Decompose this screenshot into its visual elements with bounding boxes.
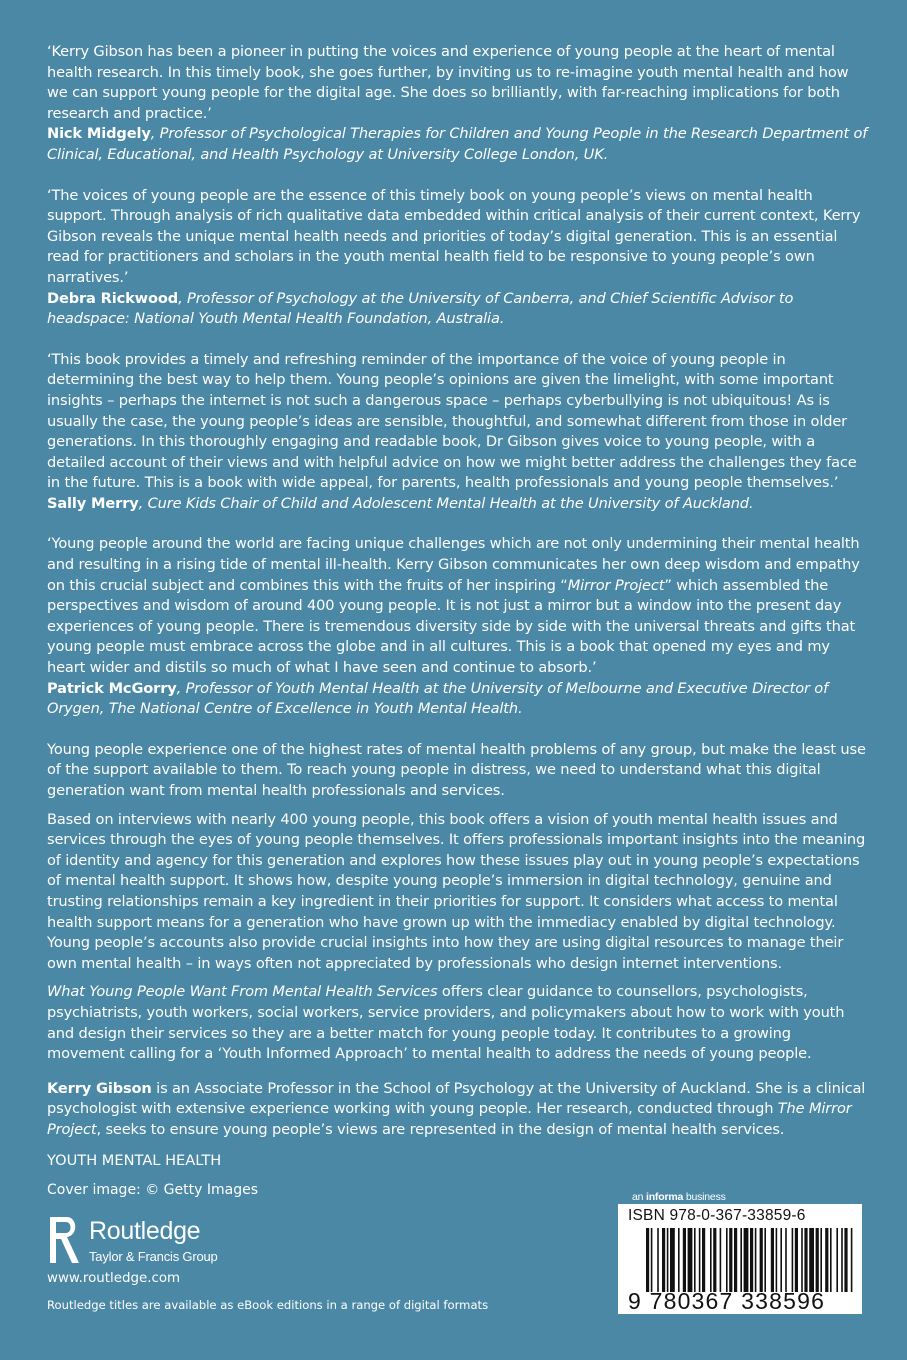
endorser-name: Patrick McGorry <box>47 679 177 697</box>
barcode-digits: 9 780367 338596 <box>628 1288 826 1314</box>
logo-letters: R <box>60 1254 66 1263</box>
endorsement-quote <box>47 534 869 678</box>
barcode-bar <box>646 1228 649 1292</box>
routledge-logo <box>47 1215 247 1267</box>
endorser-title: , Professor of Youth Mental Health at the University of Melbourne and Executive Director of Orygen, The National Centre of Excellence in Youth Mental Health. <box>47 679 829 718</box>
barcode-bar <box>780 1228 782 1292</box>
endorsement-quote: ‘This book provides a timely and refreshing reminder of the importance of the voice of young people in determining the best way to help them. Young people’s opinions are given the limelight, with some important insights – perhaps the internet is not such a dangerous space – perhaps cyberbullying is not ubiquitous! As is usually the case, the young people’s ideas are sensible, thoughtful, and somewhat different from those in older generations. In this thoroughly engaging and readable book, Dr Gibson gives voice to young people, with a detailed account of their views and with helpful advice on how we might better address the challenges they face in the future. This is a book with wide appeal, for parents, health professionals and young people themselves.’ <box>47 350 857 492</box>
endorsement-mcgorry <box>47 534 869 719</box>
description-paragraph-2: Based on interviews with nearly 400 young people, this book offers a vision of youth mental health issues and services through the eyes of young people themselves. It offers professionals important insights into the meaning of identity and agency for this generation and explores how these issues play out in young people’s expectations of mental health support. It shows how, despite young people’s immersion in digital technology, genuine and trusting relationships remain a key ingredient in their priorities for support. It considers what access to mental health support means for a generation who have grown up with the immediacy enabled by digital technology. Young people’s accounts also provide crucial insights into how they are using digital resources to manage their own mental health – in ways often not appreciated by professionals who design internet interventions. <box>47 810 866 972</box>
ebook-note: Routledge titles are available as eBook editions in a range of digital formats <box>47 1298 489 1312</box>
barcode-bar <box>651 1228 653 1292</box>
barcode <box>618 1204 862 1314</box>
endorsement-attribution <box>47 494 869 515</box>
barcode-bar <box>688 1228 693 1292</box>
author-bio <box>47 1079 869 1141</box>
barcode-bar <box>720 1228 722 1292</box>
description-paragraph-1: Young people experience one of the highest rates of mental health problems of any group, but make the least use of the support available to them. To reach young people in distress, we need to understand what this digital generation want from mental health professionals and services. <box>47 740 866 799</box>
barcode-bar <box>809 1228 814 1292</box>
barcode-bar <box>710 1228 712 1292</box>
endorsement-rickwood <box>47 186 869 330</box>
barcode-bar <box>825 1228 828 1292</box>
endorsement-merry <box>47 350 869 515</box>
barcode-bar <box>816 1228 819 1292</box>
publisher-group: Taylor & Francis Group <box>89 1249 218 1264</box>
informa-suffix: business <box>683 1191 726 1203</box>
back-cover-text <box>47 42 869 1149</box>
author-name: Kerry Gibson <box>47 1079 152 1097</box>
barcode-bar <box>744 1228 749 1292</box>
barcode-bar <box>801 1228 803 1292</box>
barcode-bar <box>776 1228 778 1292</box>
endorsement-attribution <box>47 124 869 165</box>
isbn-label: ISBN 978-0-367-33859-6 <box>628 1207 806 1224</box>
barcode-bar <box>755 1228 757 1292</box>
bio-text-b: , seeks to ensure young people’s views are represented in the design of mental health services. <box>96 1120 785 1138</box>
barcode-bar <box>670 1228 675 1292</box>
informa-prefix: an <box>632 1191 646 1203</box>
endorser-name: Sally Merry <box>47 494 139 512</box>
barcode-bar <box>795 1228 798 1292</box>
barcode-bar <box>694 1228 696 1292</box>
quote-text-b: ” which assembled the perspectives and wisdom of around 400 young people. It is not just a mirror but a window into the present day experiences of young people. There is tremendous diversity side by side with the universal threats and gifts that young people must embrace across the globe and in all cultures. This is a book that opened my eyes and my heart wider and distils so much of what I have seen and continue to absorb.’ <box>47 576 856 677</box>
barcode-bar <box>804 1228 807 1292</box>
barcode-bar <box>836 1228 838 1292</box>
barcode-bar <box>750 1228 753 1292</box>
barcode-bar <box>713 1228 716 1292</box>
quote-emphasis: Mirror Project <box>567 576 665 594</box>
book-description <box>47 740 869 1141</box>
barcode-bar <box>792 1228 794 1292</box>
barcode-bar <box>851 1228 853 1292</box>
barcode-bar <box>830 1228 832 1292</box>
barcode-bar <box>726 1228 728 1292</box>
informa-tagline <box>632 1191 726 1203</box>
barcode-bar <box>844 1228 847 1292</box>
barcode-bar <box>729 1228 732 1292</box>
barcode-bar <box>764 1228 766 1292</box>
barcode-bar <box>841 1228 843 1292</box>
endorsement-midgely <box>47 42 869 166</box>
cover-image-credit: Cover image: © Getty Images <box>47 1182 258 1198</box>
barcode-bars-icon <box>646 1228 854 1292</box>
description-paragraph-3 <box>47 982 869 1064</box>
informa-brand: informa <box>646 1191 684 1203</box>
bio-text-a: is an Associate Professor in the School of Psychology at the University of Auckland. She is a clinical psychologist with extensive experience working with young people. Her research, conducted through <box>47 1079 866 1118</box>
endorsement-attribution <box>47 679 869 720</box>
endorser-title: , Cure Kids Chair of Child and Adolescent Mental Health at the University of Auckland. <box>138 494 754 512</box>
endorser-title: , Professor of Psychology at the University of Canberra, and Chief Scientific Advisor to headspace: National Youth Mental Health Foundation, Australia. <box>47 289 794 328</box>
barcode-bar <box>657 1228 659 1292</box>
barcode-bar <box>740 1228 742 1292</box>
barcode-bar <box>785 1228 787 1292</box>
barcode-bar <box>702 1228 705 1292</box>
barcode-bar <box>683 1228 686 1292</box>
endorsement-attribution <box>47 289 869 330</box>
endorser-title: , Professor of Psychological Therapies for Children and Young People in the Research Department of Clinical, Educational, and Health Psychology at University College London, UK. <box>47 125 868 163</box>
bio-emphasis: The Mirror Project <box>47 1100 852 1138</box>
barcode-bar <box>699 1228 701 1292</box>
quote-text-a: ‘Young people around the world are facing unique challenges which are not only undermining their mental health and resulting in a rising tide of mental ill-health. Kerry Gibson communicates her own deep wisdom and empathy on this crucial subject and combines this with the fruits of her inspiring “ <box>47 535 860 594</box>
barcode-bar <box>760 1228 763 1292</box>
publisher-name: Routledge <box>89 1217 201 1245</box>
barcode-bar <box>662 1228 665 1292</box>
publisher-website[interactable]: www.routledge.com <box>47 1271 181 1286</box>
barcode-bar <box>667 1228 669 1292</box>
barcode-bar <box>678 1228 680 1292</box>
barcode-bar <box>771 1228 774 1292</box>
endorsement-quote: ‘Kerry Gibson has been a pioneer in putting the voices and experience of young people at the heart of mental health research. In this timely book, she goes further, by inviting us to re-imagine youth mental health and how we can support young people for the digital age. She does so brilliantly, with far-reaching implications for both research and practice.’ <box>47 43 849 122</box>
barcode-bar <box>734 1228 737 1292</box>
routledge-r-icon <box>47 1215 83 1265</box>
barcode-bar <box>820 1228 822 1292</box>
endorser-name: Debra Rickwood <box>47 289 179 307</box>
endorsement-quote: ‘The voices of young people are the essence of this timely book on young people’s views on mental health support. Through analysis of rich qualitative data embedded within critical analysis of their current context, Kerry Gibson reveals the unique mental health needs and priorities of today’s digital generation. This is an essential read for practitioners and scholars in the youth mental health field to be responsive to young people’s own narratives.’ <box>47 186 861 286</box>
endorser-name: Nick Midgely <box>47 125 151 143</box>
subject-category: YOUTH MENTAL HEALTH <box>47 1152 222 1169</box>
book-title: What Young People Want From Mental Health Services <box>47 983 438 1001</box>
description-text: offers clear guidance to counsellors, psychologists, psychiatrists, youth workers, social workers, service providers, and policymakers about how to work with youth and design their services so they are a better match for young people today. It contributes to a growing movement calling for a ‘Youth Informed Approach’ to mental health to address the needs of young people. <box>47 983 845 1063</box>
